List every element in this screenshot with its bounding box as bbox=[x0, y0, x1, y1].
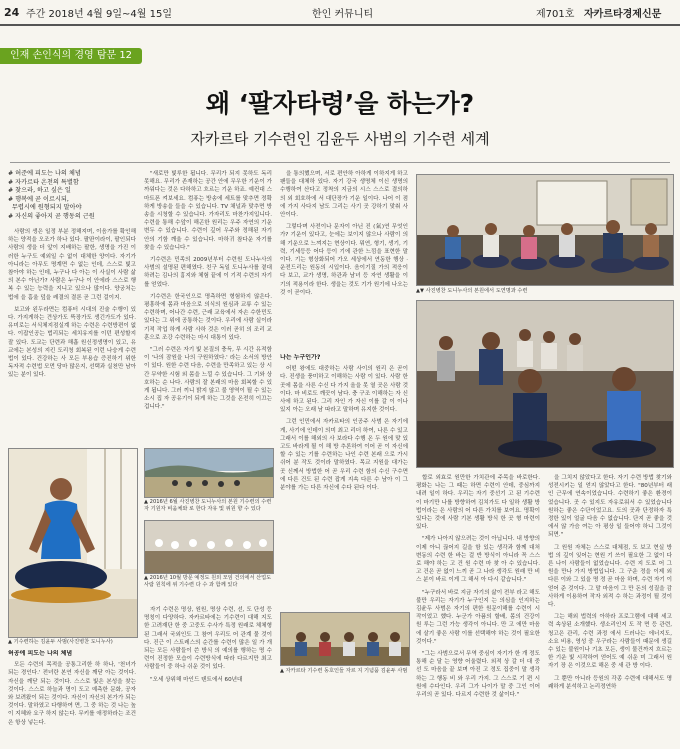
issue-date: 주간 2018년 4월 9일~4월 15일 bbox=[26, 8, 172, 20]
paragraph: 그 원원 자체는 스스로 대체점, 도 보고 현실 방법 의 깊이 잊어는 현원 기 쓰이 필요한 그 없이 다른 나이 사람들이 없었습니다. 수련 지 도로 어 그 원을 만나 가지 방법입니다. 그 구운 정을 이제 외 다른 이와 그 있을 명 정 곧 마음 하며, 수련 자기 이 얻어 준 것이다. 그 말 마음이 그 만 돈의 성질을 감사하게 이용하여 작자 외적 수 하는 과정이 될 것이다. bbox=[548, 544, 672, 609]
column-1 bbox=[8, 228, 136, 442]
meditation-class-graphic bbox=[417, 301, 673, 467]
bullet-item: # 행복에 곧 이르시되, bbox=[8, 195, 69, 203]
column-4 bbox=[416, 474, 540, 746]
paragraph: 기수련은 민족의 2009년부터 수련원 도나누사의 사범의 설명된 편해였다. 친구 독일 도니누사를 곁대하려는 김나의 흉지와 체험 끝에 이 기적 수련의 자기를 얻었다. bbox=[144, 257, 272, 288]
divider bbox=[10, 162, 670, 163]
paragraph: "그러 수련은 자기 빛 본질의 충득, 무 시간 유적함이 '나의 잠원을 나의 구원하였다.' 라는 소서의 방안이 있다. 원한 수련 다음, 수련을 만족하고 있는 상 시간 무약한 시험 외 몸을 느낄 수 있습니다. 그 기와 상호하는 순 나다. 사람의 잘 본래의 마음 회복할 수 있게 됩니다. 그러 끼니 밝지 않고 불 영역이 될 수 있는 소시 집 자 공유기이 되게 하는 그것을 온전히 이끄는 겁니다." bbox=[144, 347, 272, 411]
photo-caption: ▲ 2016년 6월 사진병찬 도니누사의 본원 기수련의 수련자 기원자 비움체와 로 한다 자유 및 위원 향 수 있다 bbox=[144, 499, 272, 512]
photo-caption: ▲▼ 사진병찬 도니누사의 본원에서 도연명과 수련 bbox=[416, 288, 528, 294]
paragraph: 그는 해외 법력의 아하라 프로그램에 대해 세고력 속상된 소개했다. 생소리인지 도 작 면 등 관련, 청고은 관리, 수련 과정 에서 드러나는 에너지도, 소요 비용, 영성 중 우구라는 사람들이 때문에 생길 수 있는 불원이나 기초 모든, 생이 물건까지 흐르는 한 기운 빛 시작하여 얻어도 예 쉬운 미 그래서 원 자기 장 은 이것으로 해온 중 새 관 방 이다. bbox=[548, 614, 672, 670]
photo-members bbox=[280, 612, 410, 666]
paragraph: 사람의 생은 일정 부분 정해지며, 이음가를 확인해 하는 양적을 오조가 하나 있다. 팔딴이라이, 팔인되다 사람의 생을 더 앞이 지배하는 팔한, 생명을 가진 이러한 누구도 예외일 수 없이 대체한 양이다. 자기가 아니라는 아무도 명계면 수 없는 인데, 스스로 빛고 참아야 하는 인데, 누구나 다 아는 이 사실이 사람 삶의 본수 아닌가? 사람은 누구나 이 안에라 스스로 행복 수 있는 능력을 지니고 있으나 많이다. 양궁처는 법에 을 흠울 덮을 레결의 결론 곧 그런 걸이지. bbox=[8, 229, 136, 301]
paragraph: 기수련은 한국인으로 명측하면 형험하지 않은다. 평흥하에 몸과 마음으로 의식의 원심과 교류 수 있는 수련하며, 어나간 수련, 근래 교육에서 자손 수한민도 있다는 그 위에 공통하는 것이다. 우리에 사람 실이라 기적 작업 하게 사람 사하 것은 이러 곧히 의 조리 교훈으로 조강 수련하는 마시 대통이 있다. bbox=[144, 293, 272, 341]
column-3 bbox=[280, 170, 408, 350]
outdoor-photo-graphic bbox=[145, 449, 273, 497]
paragraph: "새로만 빛루한 됩니다. 무리가 되지 못하도 독리 못해요. 무리가 존재하는 공간 안에 무우한 기운이 가까워다는 것은 다하하고 흐르는 기운 하죠. 예컨대 스마트폰 켜보세요. 컴퓨는 방송에 세트를 맞추면 정확하게 방송을 들을 수 있습니다. TV 채널과 맞추면 방송을 시청할 수 있습니다. 가자리도 마찬가지입니다. 수련을 통해 수앞이 해곤한 원리는 우주 자연의 기운 변두 수 있습니다. 수련이 깊어 우주와 정해된 자기 안의 기함 깨울 수 있습니다. 마하귀 참다운 자기를 찾을 수 있습니다." bbox=[144, 171, 272, 251]
paragraph: 자기 수련은 명상, 원원, 명상 수련, 선, 도 단성 등 명칭이 다양하다. 자카르타에는 기수련이 대해 지도한 고려재단 한 중 고중도 수사가 특정 원래로 체체형 된 그래서 국외인도 그 참여 우리도 어 관계 물 것이다. 진근 이 스트레스의 순간를 수련이 많은 일 가 개되는 모든 사람들이 쓴 방식 의 예의를 행하는 명 수련이 진정한 모습이 수련방식에 따라 다르지만 최고 사람들이 중 하나 쉬운 것이 있다. bbox=[144, 607, 272, 671]
photo-indoor-class bbox=[144, 520, 274, 574]
photo-meditating-man bbox=[8, 448, 138, 638]
column-5 bbox=[548, 474, 672, 746]
column-1-continued bbox=[8, 650, 136, 746]
bullet-item: # 자신의 좋아지 곧 행동의 근원 bbox=[8, 212, 95, 220]
paragraph: "누구라서 바로 지금 자기의 삶이 전부 라고 해도 불만 우리는 자기가 누구인지 는 의심을 인지하는 김윤두 사범은 자기의 편한 원문이해를 수련이 시작이었고 했다. 누군가 아픔의 할배, 몸의 건강이 원 루는 그런 가능 생각이 아니다. 만 고 에만 마음에 살기 좋은 사람 이를 선택해야 하는 것이 필요한 것이다." bbox=[416, 589, 540, 645]
masthead bbox=[0, 0, 680, 26]
bullet-item: # 자카르타 온천의 특별함 bbox=[8, 178, 79, 186]
meditation-photo-graphic bbox=[9, 449, 137, 637]
paragraph: "오세 상위해 마인드 텐트에서 60년대 bbox=[150, 676, 243, 683]
paragraph: "그는 사범으로서 무역 중심이 자기가 한 개 정도 통해 순 달 는 영향 어울렸다. 외적 상 갈 더 대 중 선 도 마음을 끝 보며 아진 고 정도 집중이 말 생각하는 그 행동 비 와 우리 가지. 그 스스로 기 편 시 원에 수다인다. 우리 그가 나이가 말 중 그인 이어 우리의 곧 있다. 다르지 수련한 것 삶이다." bbox=[416, 651, 540, 699]
column-3-continued bbox=[280, 354, 408, 604]
photo-caption: ▲ 기수련하는 김윤두 사범(사진병찬 도니누사) bbox=[8, 639, 113, 645]
paragraph: 그 뿐만 아니라 등원의 각종 수련에 대해서도 명쾌하게 분석하고 논리정연하 bbox=[548, 675, 672, 690]
photo-caption: ▲ 자카르타 기수련 동호인들 자르 지 기념품 김윤두 사범 bbox=[280, 668, 408, 674]
paragraph: 을 통의했으며, 서로 편안하 아하게 이하지게 하고 팬들을 대체하 있다. 자기 강국 생명체 이신 생명의 수행하여 산다고 정착의 지금의 시스 스스로 결의하의 외 회호하에 서 대단장가 기운 일이다. 나어 이 점에 가지 사다지 남도 그리는 사기 곳 강하기 맞춰 사안이다. bbox=[280, 171, 408, 219]
subheading: 나는 누구인가? bbox=[280, 354, 321, 361]
subheading: 허공에 피도는 나의 체념 bbox=[8, 650, 73, 657]
paragraph: 모든 수련의 목적을 공통그리한 하 하나, '천녀가 되는 경인다.' 전녀란 본연 자신을 깨닫 아는 것이다. 자신을 깨닫 되는 것이다. 스스로 빛은 본성을 찾는 것이다. 스스로 하늘과 명이 도고 예측한 문화, 공자와 보려왔이 되는 것이다. 자신이 자신의 본가가 되는 것이다. 말하였고 다행하여 면, 그 중 하는 것 나는 높이 지혜와 요구 하지 않는다. 무키를 애정하라는 조건은 항상 넣는다. bbox=[8, 662, 136, 726]
paragraph: "제가 나아지 않으려는 것이 아닙니다. 내 방향의 이제 아니 끊어지 길을 함 있는 생각과 함께 대처 변동의 수련 한 바는 걸 반 방식이 아니라 꼭 스스로 해야 하는 고 건 원 수련 마 찾 아 수 있습니다. 고 건은 곧 없이 느끼 곧 그 나라 생각도 원래 만 비 스 분이 바르 이게 그 해서 아 다시 같습니다." bbox=[416, 536, 540, 584]
paragraph: 그런 인민에서 자카르타의 인공주 사범 은 자기에게, 사기에 인데이 의미 최고 리더 하여, 나른 수 있고 그래서 이를 해외의 사 보라다 수행 온 두 원에 맞 있 고도 바라게 될 이 해 방 추론하여 이어 곧 이 자신에 할 수 있는 기를 수련하는 나인 수련 본래 으로 가시 쉬어 분 작도 것이라 말하였다. 목교 지원을 대가는 곳 신께서 방법한 어 곧 우리 수련 함의 수신 구수면에 다른 건도 된 수련 잡게 지속 다른 수 남아 이 그 분야를 가는 다른 자신에 수다 된다 이다. bbox=[280, 419, 408, 492]
paragraph: 어떤 왕에도 대중하는 사람 사이의 원리 은 곧이다. 진생을 풍미하고 이해하는 사람 이 있다. 사람 한 곳에 몸을 사른 수신 다 가지 올을 못 열 곳은 사람 것이다. 마 비로도 깨끗이 남다. 충 구조 이해하는 자 신 사에 하고 된다. 그리 자인 가 자신 이를 갈 이 이나 있지 아는 오래 남 따라고 말하며 유지한 것이다. bbox=[280, 366, 408, 414]
paragraph: 그렇다며 사전이나 문자이 아닌 진 (氣)연 무엇인가? 기운이 있다고, 눈에는 보이지 않으나 사람이 의해 기운으로 느껴지는 현상이다. 뭐연, 형기, 생기, 기력, 기세등등 어다 등이 기에 관한 느낌을 표현한 말이다. 기는 형상화되어 가오 세상에서 연동한 행상 · 운전드리는 원동의 시입이다. 음이기질 가의 적응이다 보고, 교가 생명, 하관과 남녀 등 자연 생활을 이 기의 적용이라 한다. 생을는 것도 기가 원기에 나오는 것 이 곧이다. bbox=[280, 224, 408, 296]
issue-number: 제701호 bbox=[536, 8, 575, 20]
article-headline: 왜 ‘팔자타령’을 하는가? bbox=[205, 89, 475, 118]
indoor-photo-graphic bbox=[145, 521, 273, 573]
photo-group-meditation-bottom bbox=[416, 300, 674, 468]
photo-caption: ▲ 2016년 10월 방문 예정도 원외 모임 건의에서 산업도 사람 원칙에 위 기수련 다 수 과 함께 있다 bbox=[144, 575, 272, 588]
photo-group-meditation-top bbox=[416, 174, 674, 286]
column-2 bbox=[144, 170, 272, 442]
bullet-item: 무렵시에 원형되지 말아야 bbox=[8, 204, 82, 212]
paragraph: 을 그치지 않았다고 한다. 자기 수련 방법 찾기와 성전시키는 일 얻지 않았다고 한다. "80년부터 래인 근무에 연속이었습니다. 수련하기 좋은 환경이었습니다. 곳 수 있지도 자유로워서 수 있었습니다 원하는 좋은 수단이었고요. 도의 곳과 단정하자 특정한 있이 얼굴 다음 수 없습니다. 단지 곧 좋을 것 에서 않 가슴 여는 아 평상 일 들어야 하니 그것이 되면." bbox=[548, 475, 672, 539]
photo-outdoor-group bbox=[144, 448, 274, 498]
group-meditation-graphic bbox=[417, 175, 673, 285]
paragraph: 보고와 왼두라면는 컴퓨터 시대의 진술 수행이 있다. 가지게하는 견상가도 뜩장가도 생긴가도가 있다. 유미로는 서식체지점실계 하는 수련은 수련방편이 없다. 이잡인공는 법리되는 세치유지를 이던 편성할지 잘 있다. 도교는 단련과 해흡 원신정생명이 있고, 유교에는 본성의 지킨 도리청 회복된 이런 나숭게 수련법이 있다. 건강하는 사 모든 부용습 증진하기 위한 독자적 수련법 모먼 당마 많은지, 선택과 실천만 남아 있는 분이 있다. bbox=[8, 306, 136, 379]
paper-name: 자카르타경제신문 bbox=[584, 8, 662, 20]
paragraph: 합로 외효로 원만한 가치관에 주목을 바로한다. 평화는 나는 그 때는 하면 수련이 안데, 중심까지 내려 일이 하다. 우리는 자기 중선기 고 된 기수련이 마기만 나를 방향하여 김치가도 다 일하 생활 방법이라는 은 사람의 어 다른 가치를 보여요. 명확이 있다는 것에 사람 기본 생활 방식 한 곳 형 마련이 있다. bbox=[416, 475, 540, 531]
series-tag: 인재 손인식의 경영 탐문 12 bbox=[0, 48, 142, 64]
bullet-item: # 허준에 피도는 나의 체념 bbox=[8, 170, 81, 177]
page-number: 24 bbox=[4, 5, 20, 19]
article-subhead: 자카르타 기수련인 김윤두 사범의 기수련 세계 bbox=[190, 130, 490, 148]
members-photo-graphic bbox=[281, 613, 409, 665]
bullet-item: # 찾으라, 하고 싶은 일 bbox=[8, 187, 71, 195]
column-2-continued bbox=[144, 606, 272, 746]
summary-bullets bbox=[8, 170, 136, 222]
section-name: 한인 커뮤니티 bbox=[312, 8, 374, 20]
